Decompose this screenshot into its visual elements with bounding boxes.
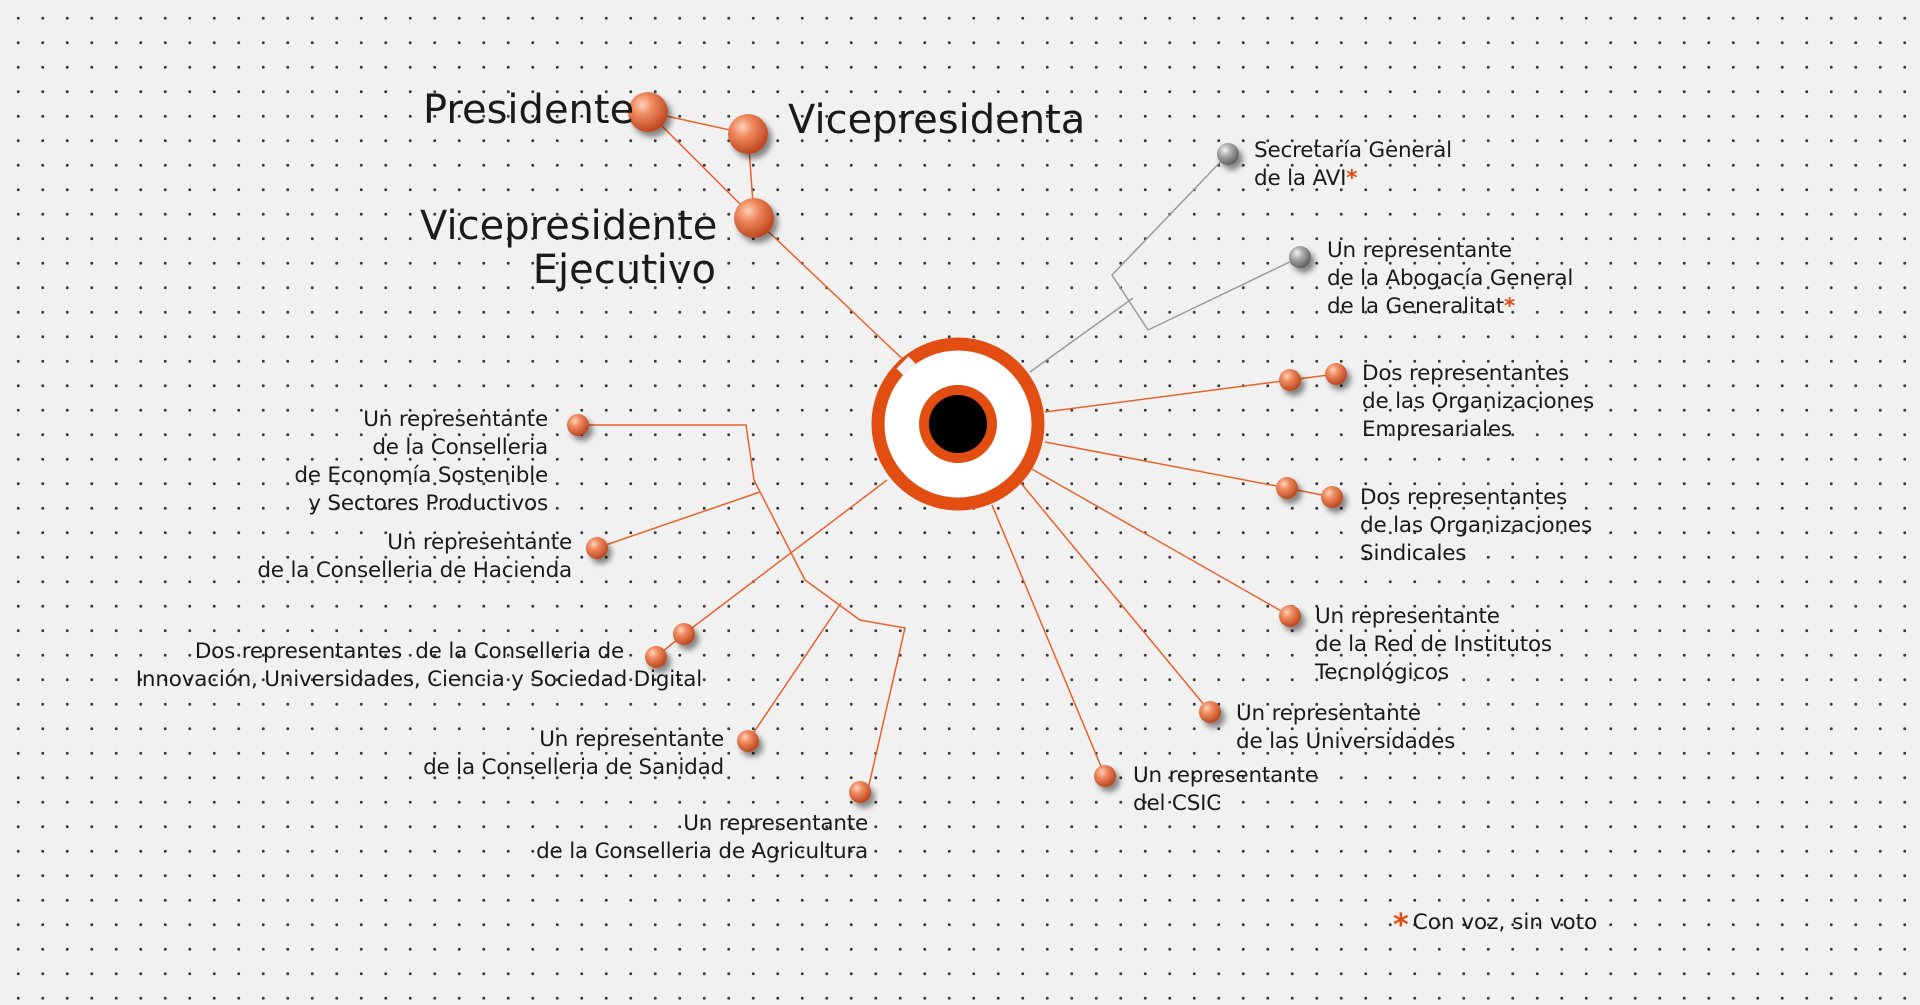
node-sindicales-b <box>1321 486 1343 508</box>
label-innovacion <box>100 638 702 694</box>
label-secretaria <box>1254 137 1452 193</box>
label-abogacia-line2: de la Abogacía General <box>1327 266 1574 291</box>
label-hacienda <box>180 529 572 585</box>
label-sanidad-line2: de la Conselleria de Sanidad <box>423 755 724 780</box>
legend-text: Con voz, sin voto <box>1412 910 1598 935</box>
label-empresariales-line2: de las Organizaciones <box>1362 389 1594 414</box>
node-sindicales-a <box>1276 477 1298 499</box>
label-secretaria-line2: de la AVI <box>1254 166 1347 191</box>
label-institutos-line2: de la Red de Institutos <box>1315 632 1552 657</box>
node-empresariales-b <box>1325 363 1347 385</box>
label-agricultura <box>480 810 868 866</box>
legend <box>1393 908 1597 943</box>
node-sanidad <box>737 730 759 752</box>
central-target <box>878 344 1038 504</box>
label-abogacia-line3: de la Generalitat <box>1327 294 1505 319</box>
node-universidades <box>1199 701 1221 723</box>
asterisk-icon: * <box>1504 294 1516 319</box>
label-sindicales-line2: de las Organizaciones <box>1360 513 1592 538</box>
line-center-empresariales <box>1045 380 1290 412</box>
label-sindicales <box>1360 484 1592 568</box>
label-universidades <box>1236 700 1455 756</box>
label-hacienda-line2: de la Conselleria de Hacienda <box>257 558 572 583</box>
label-csic-line1: Un representante <box>1133 763 1318 788</box>
target-inner-ring <box>924 390 992 458</box>
node-empresariales-a <box>1279 369 1301 391</box>
label-sanidad-line1: Un representante <box>539 727 724 752</box>
line-ejecutivo-center <box>754 218 912 368</box>
asterisk-icon: * <box>1346 166 1358 191</box>
label-economia <box>240 406 548 518</box>
line-center-innovacion <box>684 480 887 634</box>
label-economia-line3: de Economía Sostenible <box>294 463 548 488</box>
node-institutos <box>1279 605 1301 627</box>
label-empresariales <box>1362 360 1594 444</box>
label-economia-line4: y Sectores Productivos <box>308 491 548 516</box>
label-innovacion-line2: Innovación, Universidades, Ciencia y Sociedad Digital <box>135 667 702 692</box>
line-sanidad <box>748 603 841 741</box>
label-agricultura-line1: Un representante <box>683 811 868 836</box>
node-vicepresidente-ejecutivo <box>734 198 774 238</box>
label-agricultura-line2: de la Conselleria de Agricultura <box>536 839 868 864</box>
line-abogacia <box>1148 257 1300 330</box>
label-sindicales-line1: Dos representantes <box>1360 485 1568 510</box>
label-vicepresidente-line1: Vicepresidente <box>420 203 718 249</box>
line-secretaria-bracket <box>1112 154 1228 330</box>
label-economia-line2: de la Conselleria <box>372 435 548 460</box>
line-hacienda <box>597 492 760 548</box>
label-secretaria-line1: Secretaría General <box>1254 138 1452 163</box>
label-vicepresidente-ejecutivo <box>420 204 716 292</box>
label-universidades-line2: de las Universidades <box>1236 729 1456 754</box>
label-vicepresidente-line2: Ejecutivo <box>532 247 716 293</box>
label-innovacion-line1: Dos representantes de la Conselleria de <box>194 639 624 664</box>
line-center-sindicales <box>1045 442 1287 488</box>
label-institutos-line3: Tecnológicos <box>1315 660 1449 685</box>
label-abogacia-line1: Un representante <box>1327 238 1512 263</box>
label-abogacia <box>1327 237 1573 321</box>
label-universidades-line1: Un representante <box>1236 701 1421 726</box>
label-csic-line2: del CSIC <box>1133 791 1222 816</box>
node-economia <box>567 414 589 436</box>
node-secretaria <box>1217 143 1239 165</box>
label-empresariales-line3: Empresariales <box>1362 417 1512 442</box>
label-sanidad <box>380 726 724 782</box>
node-vicepresidenta <box>728 114 768 154</box>
node-abogacia <box>1289 246 1311 268</box>
node-agricultura <box>849 781 871 803</box>
label-csic <box>1133 762 1318 818</box>
line-gray-center <box>1030 298 1133 372</box>
label-institutos <box>1315 603 1552 687</box>
label-sindicales-line3: Sindicales <box>1360 541 1467 566</box>
legend-asterisk-icon: * <box>1393 908 1409 943</box>
label-economia-line1: Un representante <box>363 407 548 432</box>
label-institutos-line1: Un representante <box>1315 604 1500 629</box>
label-empresariales-line1: Dos representantes <box>1362 361 1570 386</box>
label-hacienda-line1: Un representante <box>387 530 572 555</box>
label-vicepresidenta: Vicepresidenta <box>788 97 1086 143</box>
label-presidente: Presidente <box>423 87 635 133</box>
node-hacienda <box>586 537 608 559</box>
line-center-csic <box>992 505 1105 776</box>
node-csic <box>1094 765 1116 787</box>
